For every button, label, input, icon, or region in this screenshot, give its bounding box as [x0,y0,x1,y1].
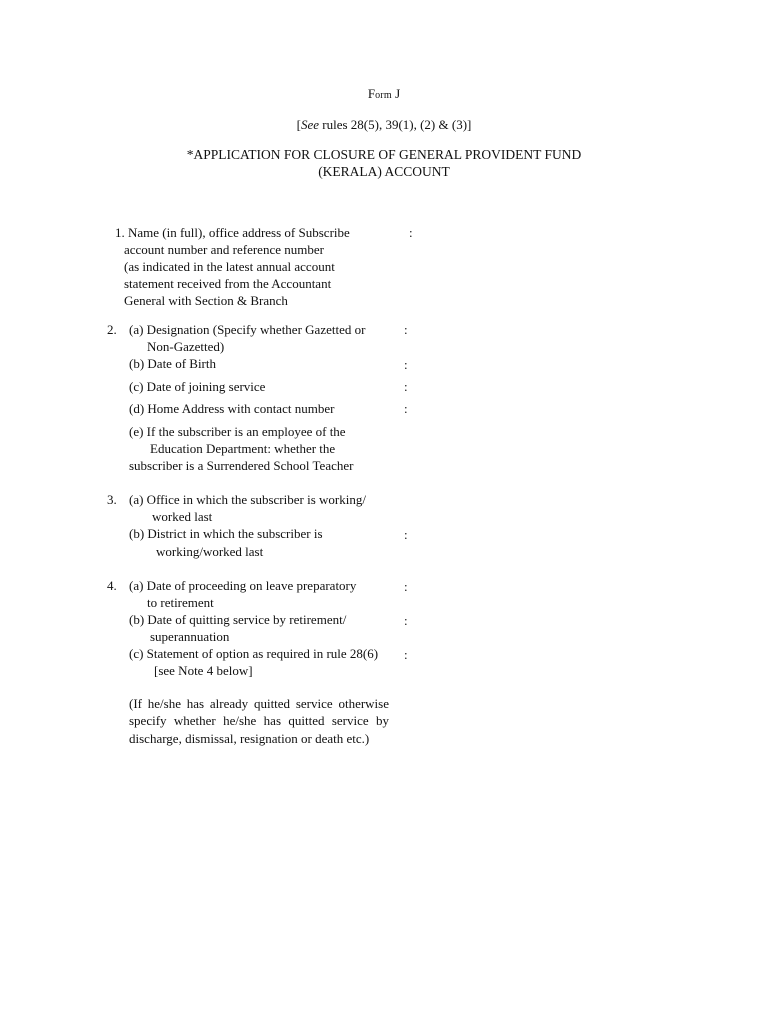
item-3-number: 3. [107,492,117,507]
item-4a-label-line-1: (a) Date of proceeding on leave preparatory [129,578,357,593]
item-2e-label-line-3: subscriber is a Surrendered School Teacher [129,458,354,473]
item-4c-label-line-2: [see Note 4 below] [154,663,253,678]
item-4-note-paragraph: (If he/she has already quitted service otherwise specify whether he/she has quitted service by discharge, dismissal, resignation or death etc.) [129,696,389,746]
item-2d-label: (d) Home Address with contact number [129,401,335,416]
item-4c-label-line-1: (c) Statement of option as required in rule 28(6) [129,646,379,661]
item-4b-label-line-2: superannuation [150,629,230,644]
item-1-label-line-2: account number and reference number [124,242,324,257]
item-2-number: 2. [107,322,117,337]
item-2e-label-line-2: Education Department: whether the [150,441,336,456]
item-2c-colon: : [404,379,408,394]
item-3a-label-line-2: worked last [152,509,213,524]
item-3b-label-line-2: working/worked last [156,544,264,559]
item-1-label-line-4: statement received from the Accountant [124,276,332,291]
item-2c-label: (c) Date of joining service [129,379,266,394]
item-2d-colon: : [404,401,408,416]
item-4b-colon: : [404,613,408,628]
item-1-label-line-5: General with Section & Branch [124,293,288,308]
item-2a-label-line-2: Non-Gazetted) [147,339,225,354]
item-1-colon: : [409,225,413,240]
form-title: Form J [367,86,401,101]
item-1-label-line-1: 1. Name (in full), office address of Subscribe [115,225,350,240]
form-heading-line-1: *APPLICATION FOR CLOSURE OF GENERAL PROVIDENT FUND [186,147,582,162]
form-rule-reference: [See rules 28(5), 39(1), (2) & (3)] [296,117,472,132]
item-4a-colon: : [404,579,408,594]
item-2a-colon: : [404,322,408,337]
item-3b-colon: : [404,527,408,542]
item-3b-label-line-1: (b) District in which the subscriber is [129,526,323,541]
item-1-label-line-3: (as indicated in the latest annual account [124,259,335,274]
item-3a-label-line-1: (a) Office in which the subscriber is working/ [129,492,366,507]
item-2e-label-line-1: (e) If the subscriber is an employee of the [129,424,346,439]
form-heading-line-2: (KERALA) ACCOUNT [318,164,450,179]
item-2b-label: (b) Date of Birth [129,356,217,371]
item-4c-colon: : [404,647,408,662]
item-2a-label-line-1: (a) Designation (Specify whether Gazetted or [129,322,366,337]
item-4b-label-line-1: (b) Date of quitting service by retirement/ [129,612,347,627]
item-4-number: 4. [107,578,117,593]
item-2b-colon: : [404,357,408,372]
item-4a-label-line-2: to retirement [147,595,214,610]
